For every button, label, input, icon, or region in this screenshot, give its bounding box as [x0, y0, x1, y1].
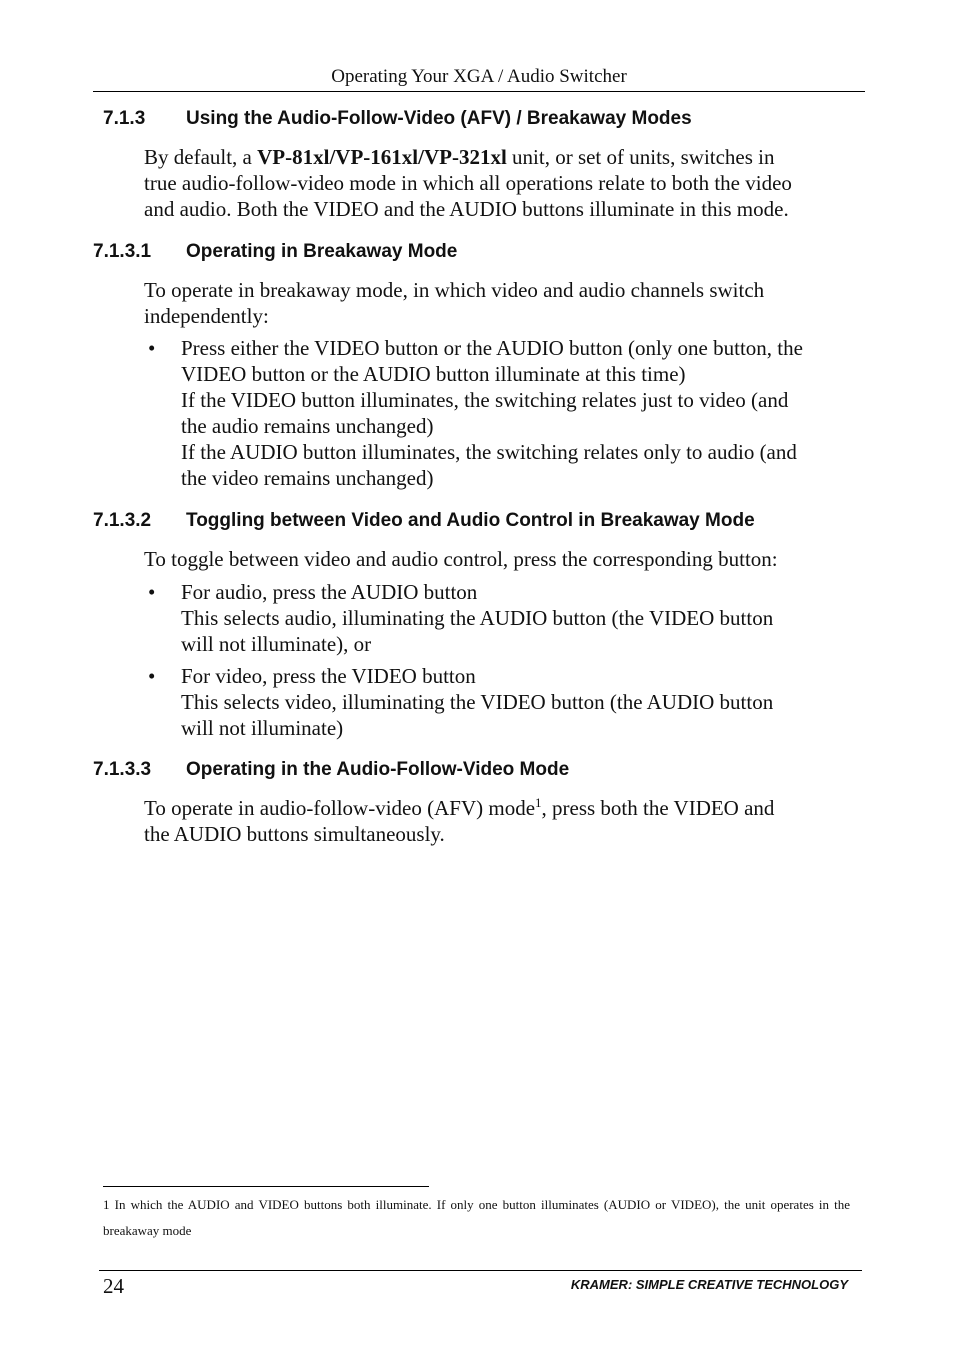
- footnote: [103, 1192, 850, 1244]
- bullet-marker: •: [148, 664, 156, 688]
- text-line: This selects video, illuminating the VIDEO button (the AUDIO button: [181, 690, 774, 714]
- section-title: Toggling between Video and Audio Control in Breakaway Mode: [186, 510, 755, 531]
- paragraph-afv-mode: [144, 795, 864, 847]
- text-line: the audio remains unchanged): [181, 414, 434, 438]
- page-number: 24: [103, 1274, 124, 1298]
- text-run: unit, or set of units, switches in: [506, 145, 775, 169]
- section-number: 7.1.3: [103, 108, 146, 129]
- section-heading-7-1-3-3: [93, 759, 863, 781]
- section-title: Operating in the Audio-Follow-Video Mode: [186, 759, 570, 780]
- section-title: Operating in Breakaway Mode: [186, 241, 458, 262]
- section-title: Using the Audio-Follow-Video (AFV) / Breakaway Modes: [186, 108, 692, 129]
- section-number: 7.1.3.3: [93, 759, 152, 780]
- footnote-reference[interactable]: 1: [535, 795, 542, 810]
- bullet-marker: •: [148, 580, 156, 604]
- section-heading-7-1-3: [103, 108, 863, 130]
- footnote-marker: 1: [103, 1197, 110, 1212]
- text-line: To operate in breakaway mode, in which video and audio channels switch: [144, 278, 765, 302]
- footnote-text: In which the AUDIO and VIDEO buttons both illuminate. If only one button illuminates (AUDIO or VIDEO), the unit operates in the breakaway mode: [103, 1197, 851, 1238]
- text-line: If the VIDEO button illuminates, the switching relates just to video (and: [181, 388, 789, 412]
- paragraph-toggle-intro: [144, 546, 864, 572]
- text-line: and audio. Both the VIDEO and the AUDIO buttons illuminate in this mode.: [144, 197, 789, 221]
- text-line: If the AUDIO button illuminates, the switching relates only to audio (and: [181, 440, 797, 464]
- list-item: [181, 579, 871, 657]
- footnote-separator: [103, 1186, 429, 1187]
- section-number: 7.1.3.2: [93, 510, 152, 531]
- section-heading-7-1-3-2: [93, 510, 863, 532]
- text-line: For audio, press the AUDIO button: [181, 580, 478, 604]
- text-line: true audio-follow-video mode in which all operations relate to both the video: [144, 171, 792, 195]
- text-line: Press either the VIDEO button or the AUDIO button (only one button, the: [181, 336, 803, 360]
- text-run: , press both the VIDEO and: [541, 796, 775, 820]
- text-line: independently:: [144, 304, 269, 328]
- text-line: the AUDIO buttons simultaneously.: [144, 822, 445, 846]
- text-line: will not illuminate), or: [181, 632, 372, 656]
- bullet-marker: •: [148, 336, 156, 360]
- running-header: Operating Your XGA / Audio Switcher: [331, 66, 627, 87]
- text-line: will not illuminate): [181, 716, 344, 740]
- list-item: [181, 335, 871, 491]
- header-rule: [93, 91, 865, 92]
- text-line: This selects audio, illuminating the AUDIO button (the VIDEO button: [181, 606, 774, 630]
- text-run: By default, a: [144, 145, 258, 169]
- section-number: 7.1.3.1: [93, 241, 152, 262]
- paragraph-breakaway-intro: [144, 277, 864, 329]
- model-names: VP-81xl/VP-161xl/VP-321xl: [257, 145, 507, 169]
- section-heading-7-1-3-1: [93, 241, 863, 263]
- text-line: the video remains unchanged): [181, 466, 434, 490]
- text-line: To toggle between video and audio control, press the corresponding button:: [144, 547, 778, 571]
- text-line: VIDEO button or the AUDIO button illuminate at this time): [181, 362, 686, 386]
- paragraph-default-mode: [144, 144, 864, 222]
- list-item: [181, 663, 871, 741]
- text-run: To operate in audio-follow-video (AFV) mode: [144, 796, 536, 820]
- footer-brand: KRAMER: SIMPLE CREATIVE TECHNOLOGY: [570, 1277, 848, 1292]
- text-line: For video, press the VIDEO button: [181, 664, 476, 688]
- footer-rule: [99, 1270, 862, 1271]
